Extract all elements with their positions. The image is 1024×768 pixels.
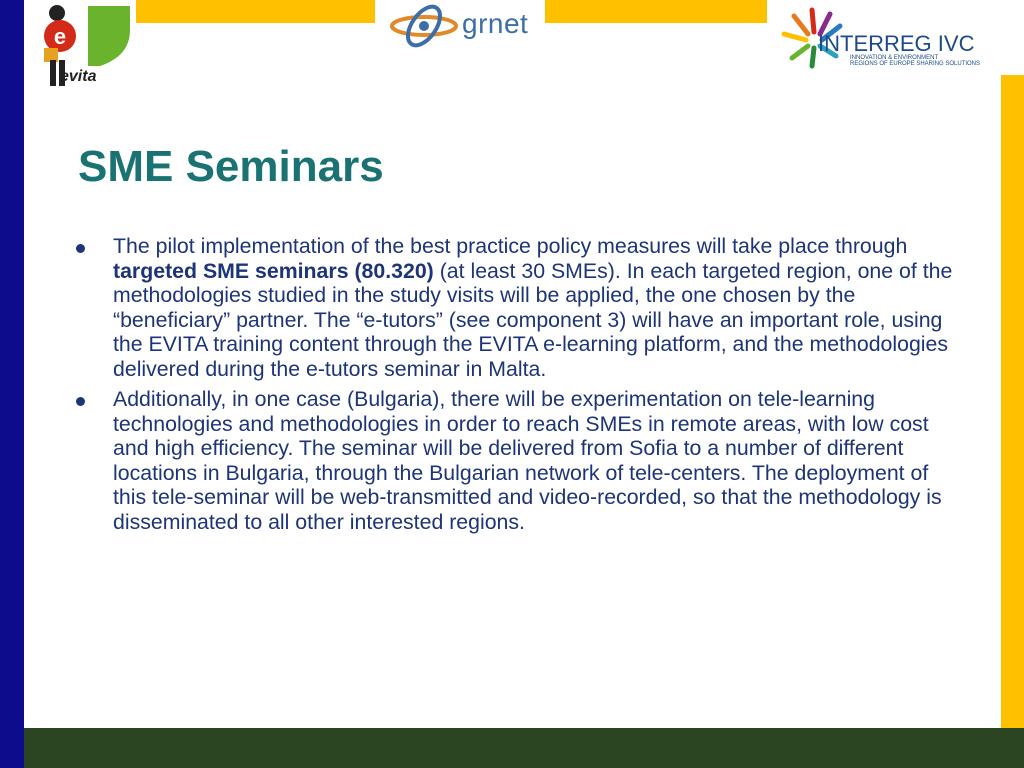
footer-bar [24, 728, 1024, 768]
bullet-list [76, 234, 956, 540]
grnet-logo-text: grnet [462, 8, 529, 39]
bullet-text [113, 234, 952, 381]
evita-e-letter: e [53, 24, 67, 49]
bullet-dot-icon [76, 397, 85, 406]
interreg-logo-title: INTERREG IVC [818, 31, 975, 56]
bullet-dot-icon [76, 244, 85, 253]
top-stripe-left [136, 0, 375, 23]
bullet-text [113, 387, 942, 534]
bullet-text-lead: Additionally, in one case (Bulgaria), there will be experimentation on tele-learning technologies and methodologies in order to reach SMEs in remote areas, with low cost and high efficiency. The seminar will be delivered from Sofia to a number of different locations in Bulgaria, through the Bulgarian network of tele-centers. The deployment of this tele-seminar will be web-transmitted and video-recorded, so that the methodology is disseminated to all other interested regions. [113, 387, 942, 534]
evita-figure-leg-left [50, 60, 56, 86]
evita-logo-text: evita [60, 68, 97, 85]
bullet-text-lead: The pilot implementation of the best practice policy measures will take place through [113, 234, 908, 258]
bullet-item-pilot [76, 234, 956, 381]
interreg-subtitle-line2: REGIONS OF EUROPE SHARING SOLUTIONS [850, 61, 981, 67]
bullet-text-emphasis: targeted SME seminars (80.320) [113, 258, 434, 283]
evita-leaf-shape [88, 6, 130, 66]
interreg-subtitle-line1: INNOVATION & ENVIRONMENT [850, 55, 939, 61]
top-stripe-right [545, 0, 767, 23]
evita-figure-head [49, 5, 65, 21]
bullet-text-tail: (at least 30 SMEs). In each targeted region, one of the methodologies studied in the study visits will be applied, the one chosen by the “beneficiary” partner. The “e-tutors” (see component 3) will have an important role, using the EVITA training content through the EVITA e-learning platform, and the methodologies delivered during the e-tutors seminar in Malta. [113, 258, 953, 381]
slide-title: SME Seminars [78, 142, 384, 191]
right-decorative-bar [1001, 75, 1024, 768]
grnet-core [419, 21, 429, 31]
bullet-item-bulgaria [76, 387, 956, 534]
evita-orange-block [44, 48, 58, 62]
interreg-logo-subtitle [850, 55, 1010, 67]
left-decorative-bar [0, 0, 24, 768]
